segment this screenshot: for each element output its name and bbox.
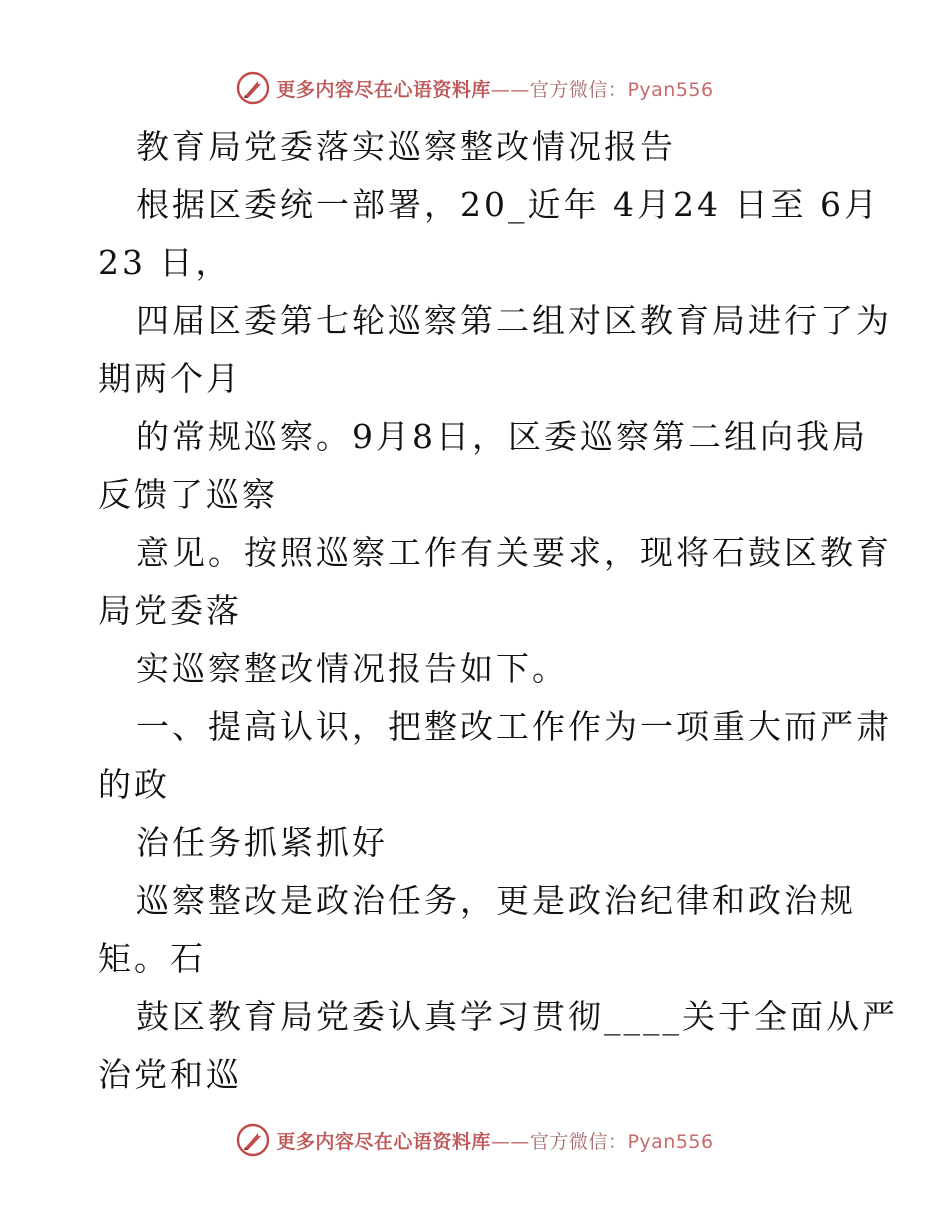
- text-line: 根据区委统一部署，20_近年 4月24 日至 6月: [136, 185, 880, 224]
- watermark-wechat-id: Pyan556: [627, 1130, 714, 1153]
- text-line: 反馈了巡察: [98, 475, 278, 514]
- text-line: 一、提高认识，把整改工作作为一项重大而严肃: [136, 707, 892, 746]
- text-line: 23 日，: [98, 243, 232, 282]
- watermark-wechat-label: 官方微信：: [529, 78, 628, 101]
- watermark-text: [276, 1127, 713, 1154]
- text-line: 教育局党委落实巡察整改情况报告: [136, 127, 676, 166]
- watermark-wechat-id: Pyan556: [627, 78, 714, 101]
- header-watermark: [0, 68, 950, 108]
- text-line: 矩。石: [98, 939, 206, 978]
- footer-watermark: [0, 1120, 950, 1160]
- document-body: [98, 118, 898, 1104]
- watermark-brand: 更多内容尽在心语资料库: [276, 78, 491, 101]
- text-line: 意见。按照巡察工作有关要求，现将石鼓区教育: [136, 533, 892, 572]
- watermark-brand: 更多内容尽在心语资料库: [276, 1130, 491, 1153]
- text-line: 局党委落: [98, 591, 242, 630]
- text-line: 鼓区教育局党委认真学习贯彻____关于全面从严: [136, 997, 898, 1036]
- text-line: 治任务抓紧抓好: [136, 823, 388, 862]
- pen-logo-icon: [236, 71, 270, 105]
- text-line: 四届区委第七轮巡察第二组对区教育局进行了为: [136, 301, 892, 340]
- text-line: 治党和巡: [98, 1055, 242, 1094]
- pen-logo-icon: [236, 1123, 270, 1157]
- text-line: 巡察整改是政治任务，更是政治纪律和政治规: [136, 881, 856, 920]
- watermark-text: [276, 75, 713, 102]
- text-line: 实巡察整改情况报告如下。: [136, 649, 568, 688]
- watermark-separator: ——: [490, 78, 530, 101]
- text-line: 的常规巡察。9月8日，区委巡察第二组向我局: [136, 417, 868, 456]
- text-line: 的政: [98, 765, 170, 804]
- watermark-wechat-label: 官方微信：: [529, 1130, 628, 1153]
- text-line: 期两个月: [98, 359, 242, 398]
- watermark-separator: ——: [490, 1130, 530, 1153]
